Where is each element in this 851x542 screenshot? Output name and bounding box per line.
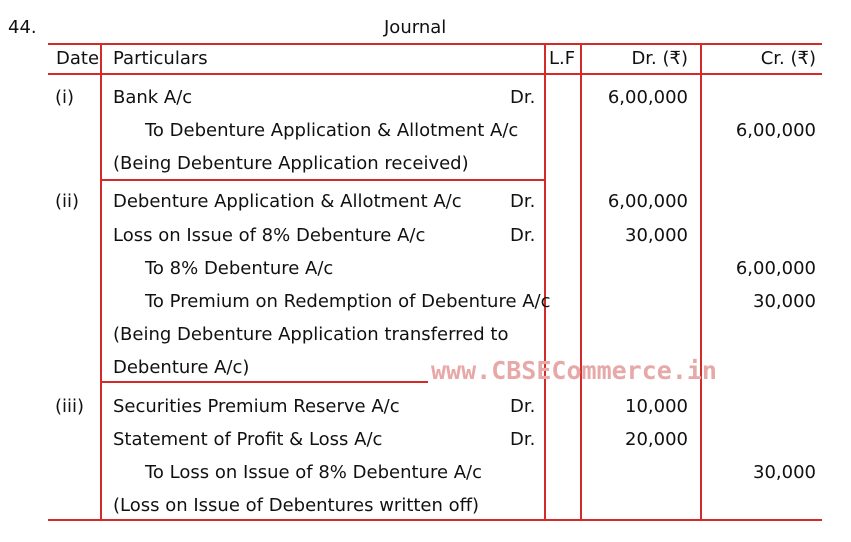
header-bottom-border	[48, 73, 822, 75]
table-bottom-border	[48, 519, 822, 521]
question-number: 44.	[8, 17, 37, 38]
entry-line-text: To Loss on Issue of 8% Debenture A/c	[145, 462, 483, 483]
entry-separator-1	[101, 179, 545, 181]
debit-marker: Dr.	[510, 396, 536, 417]
credit-amount: 6,00,000	[735, 258, 816, 279]
debit-marker: Dr.	[510, 429, 536, 450]
entry-line-text: Securities Premium Reserve A/c	[113, 396, 400, 417]
entry-narration: Debenture A/c)	[113, 357, 250, 378]
date-column-divider	[100, 43, 102, 521]
entry-date: (i)	[55, 87, 75, 108]
entry-line-text: To Debenture Application & Allotment A/c	[145, 120, 519, 141]
debit-amount: 30,000	[625, 225, 688, 246]
debit-marker: Dr.	[510, 191, 536, 212]
particulars-column-divider	[544, 43, 546, 521]
header-particulars: Particulars	[113, 48, 208, 69]
entry-separator-2	[101, 381, 428, 383]
header-dr-amount: Dr. (₹)	[631, 48, 688, 69]
entry-narration: (Being Debenture Application received)	[113, 153, 469, 174]
debit-marker: Dr.	[510, 87, 536, 108]
entry-line-text: Bank A/c	[113, 87, 193, 108]
entry-line-text: Loss on Issue of 8% Debenture A/c	[113, 225, 426, 246]
journal-title: Journal	[384, 17, 447, 38]
entry-date: (iii)	[55, 396, 85, 417]
credit-amount: 6,00,000	[735, 120, 816, 141]
debit-marker: Dr.	[510, 225, 536, 246]
table-top-border	[48, 43, 822, 45]
entry-narration: (Being Debenture Application transferred to	[113, 324, 509, 345]
entry-line-text: Debenture Application & Allotment A/c	[113, 191, 462, 212]
debit-amount: 10,000	[625, 396, 688, 417]
entry-line-text: To Premium on Redemption of Debenture A/c	[145, 291, 551, 312]
header-date: Date	[56, 48, 100, 69]
entry-date: (ii)	[55, 191, 80, 212]
watermark: www.CBSECommerce.in	[431, 356, 717, 385]
debit-amount: 6,00,000	[607, 191, 688, 212]
header-cr-amount: Cr. (₹)	[760, 48, 816, 69]
entry-line-text: Statement of Profit & Loss A/c	[113, 429, 383, 450]
entry-narration: (Loss on Issue of Debentures written off)	[113, 495, 480, 516]
debit-amount: 20,000	[625, 429, 688, 450]
credit-amount: 30,000	[753, 462, 816, 483]
entry-line-text: To 8% Debenture A/c	[145, 258, 334, 279]
dr-column-divider	[700, 43, 702, 521]
header-lf: L.F	[549, 48, 576, 69]
debit-amount: 6,00,000	[607, 87, 688, 108]
credit-amount: 30,000	[753, 291, 816, 312]
